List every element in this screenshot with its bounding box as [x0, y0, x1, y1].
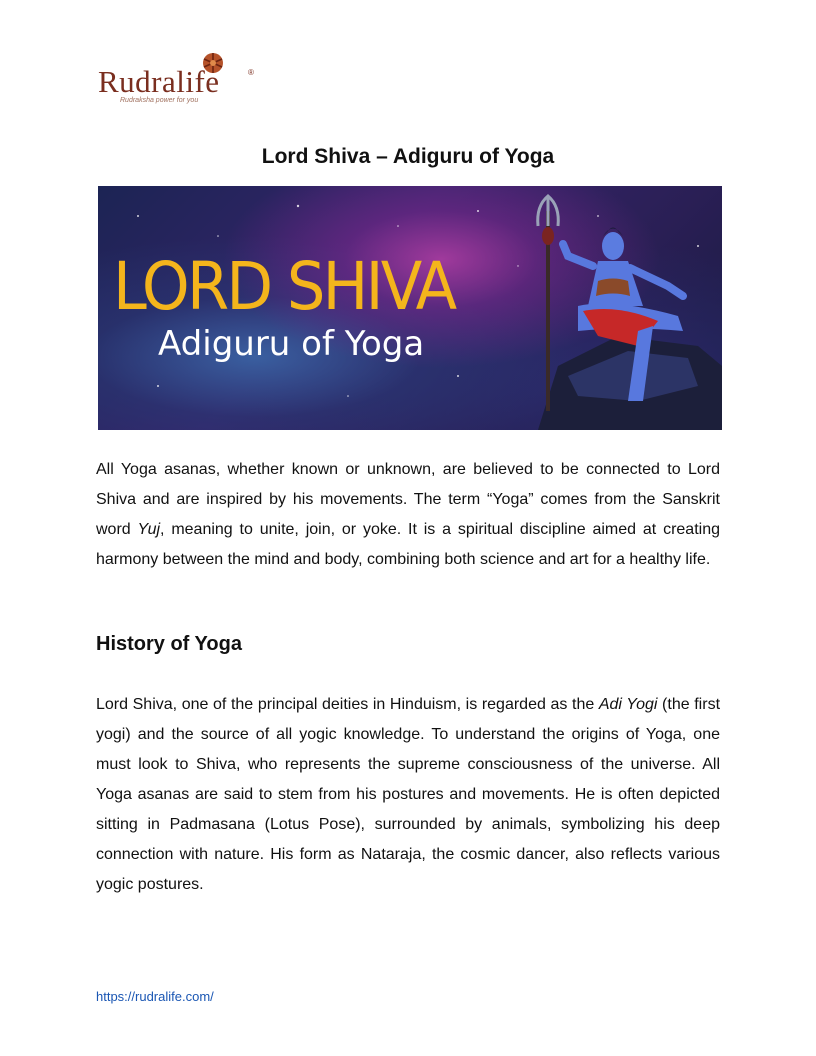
logo-brand-name: Rudralife — [98, 64, 220, 99]
history-text-end: (the first yogi) and the source of all yogic knowledge. To understand the origins of Yoga, one must look to Shiva, who represents the supreme consciousness of the universe. All Yoga asanas are said to stem from his postures and movements. He is often depicted sitting in Padmasana (Lotus Pose), surrounded by animals, symbolizing his deep connection with nature. His form as Nataraja, the cosmic dancer, also reflects various yogic postures. — [96, 696, 721, 893]
intro-text-end: , meaning to unite, join, or yoke. It is a spiritual discipline aimed at creating harmony between the mind and body, combining both science and art for a healthy life. — [96, 521, 720, 568]
rudralife-logo[interactable] — [98, 50, 268, 110]
history-paragraph — [96, 690, 720, 900]
banner-subtitle: Adiguru of Yoga — [158, 324, 425, 364]
footer-website-link[interactable]: https://rudralife.com/ — [96, 989, 214, 1004]
intro-paragraph — [96, 455, 720, 575]
logo-registered-mark: ® — [248, 68, 254, 77]
banner-title: LORD SHIVA — [113, 248, 455, 325]
intro-italic-term: Yuj — [137, 521, 161, 538]
logo-tagline: Rudraksha power for you — [120, 97, 199, 104]
history-text-start: Lord Shiva, one of the principal deities in Hinduism, is regarded as the — [96, 696, 599, 713]
history-italic-term: Adi Yogi — [598, 696, 658, 713]
hero-banner — [98, 186, 722, 430]
intro-text-start: All Yoga asanas, whether known or unknown, are believed to be connected to Lord Shiva and are inspired by his movements. The term “Yoga” comes from the Sanskrit word — [96, 461, 720, 538]
page-title: Lord Shiva – Adiguru of Yoga — [261, 145, 555, 168]
history-heading: History of Yoga — [96, 633, 242, 655]
